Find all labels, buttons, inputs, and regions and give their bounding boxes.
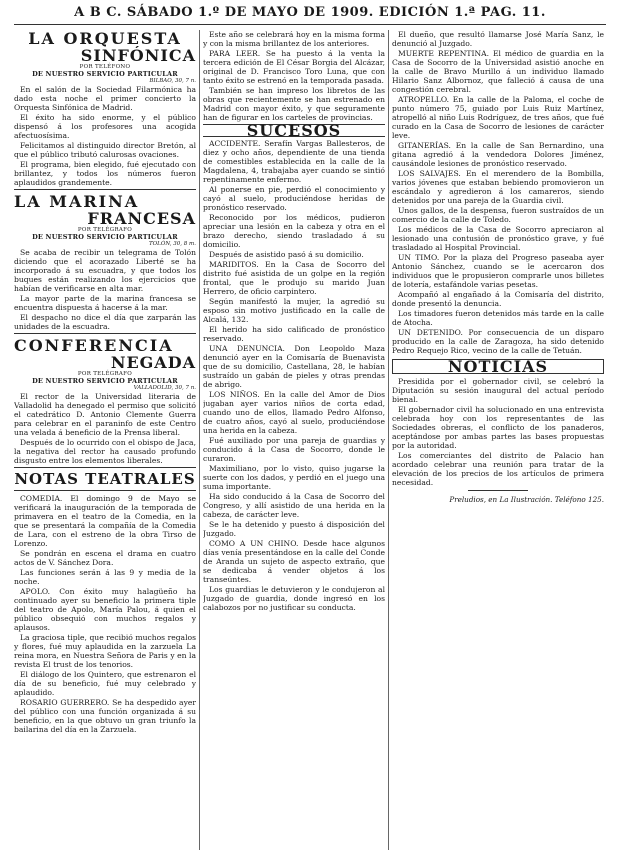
section-rule — [14, 189, 196, 190]
col2-paragraph: Este año se celebrará hoy en la misma forma y con la misma brillantez de los anteriores. — [203, 30, 385, 48]
page-header: A B C. SÁBADO 1.º DE MAYO DE 1909. EDICIÓN 1.ª PAG. 11. — [74, 5, 546, 20]
noticias-paragraph: Los comerciantes del distrito de Palacio han acordado celebrar una reunión para tratar de la elevación de los precios de los artículos de primera necesidad. — [392, 451, 604, 487]
col2-paragraph: Maximiliano, por lo visto, quiso jugarse la suerte con los dados, y perdió en el juego una suma importante. — [203, 464, 385, 491]
col2-paragraph: También se han impreso los libretos de las obras que recientemente se han estrenado en Madrid con mayor éxito, y que seguramente han de figurar en los carteles de provincias. — [203, 86, 385, 122]
accidente-item: ACCIDENTE. Serafín Vargas Ballesteros, de diez y ocho años, dependiente de una tienda de comestibles establecida en la calle de la Magdalena, 4, trabajaba ayer cuando se sintió repentinamente enfermo. — [203, 139, 385, 184]
marina-paragraph: La mayor parte de la marina francesa se encuentra dispuesta á hacerse á la mar. — [14, 294, 196, 312]
ninos-item: LOS NIÑOS. En la calle del Amor de Dios jugaban ayer varios niños de corta edad, cuando uno de ellos, llamado Pedro Alfonso, de cuatro años, cayó al suelo, produciéndose una herida en la cabeza. — [203, 390, 385, 435]
conferencia-source: POR TELÉGRAFO — [77, 371, 133, 377]
col2-paragraph: Según manifestó la mujer, la agredió su esposo sin motivo justificado en la calle de Alcalá, 132. — [203, 297, 385, 324]
col2-paragraph: Se le ha detenido y puesto á disposición del Juzgado. — [203, 520, 385, 538]
orquesta-source: POR TELÉFONO — [79, 64, 131, 70]
notas-paragraph: La graciosa tiple, que recibió muchos regalos y flores, fué muy aplaudida en la zarzuela La reina mora, en Nuestra Señora de Paris y en la revista El trust de los tenorios. — [14, 633, 196, 669]
col3-paragraph: El dueño, que resultó llamarse José María Sanz, le denunció al Juzgado. — [392, 30, 604, 48]
col2-paragraph: Los guardias le detuvieron y le condujeron al Juzgado de guardia, donde ingresó en los calabozos por no justificar su conducta. — [203, 585, 385, 612]
noticias-title: NOTICIAS — [392, 359, 604, 374]
header-rule — [14, 24, 606, 25]
conferencia-dateline: VALLADOLID, 30, 7 n. — [133, 385, 196, 391]
section-rule — [14, 333, 196, 334]
notas-rosario: ROSARIO GUERRERO. Se ha despedido ayer del público con una función organizada á su beneficio, en la que obtuvo un gran triunfo la bailarina del día en la Zarzuela. — [14, 698, 196, 734]
orquesta-paragraph: El éxito ha sido enorme, y el público dispensó á los profesores una acogida afectuosísima. — [14, 113, 196, 140]
col2-paragraph: Ha sido conducido á la Casa de Socorro del Congreso, y allí asistido de una herida en la cabeza, de carácter leve. — [203, 492, 385, 519]
notas-apolo: APOLO. Con éxito muy halagüeño ha continuado ayer su beneficio la primera tiple del teatro de Apolo, María Palou, á quien el público obsequió con muchos regalos y aplausos. — [14, 587, 196, 632]
notas-paragraph: COMEDIA. El domingo 9 de Mayo se verificará la inauguración de la temporada de primavera en el teatro de la Comedia, en la que se presentará la compañía de la Comedia de Lara, con el estreno de la obra Tirso de Lorenzo. — [14, 494, 196, 548]
orquesta-dateline: BILBAO, 30, 7 n. — [149, 78, 196, 84]
orquesta-subtitle: SINFÓNICA — [80, 46, 196, 65]
gitanerias-item: GITANERÍAS. En la calle de San Bernardino, una gitana agredió á la vendedora Dolores Jiménez, causándole lesiones de pronóstico reservado. — [392, 141, 604, 168]
salvajes-item: LOS SALVAJES. En el merendero de la Bombilla, varios jóvenes que estaban bebiendo promovieron un escándalo y agredieron á los camareros, siendo detenidos por una pareja de la Guardia civil. — [392, 169, 604, 205]
conferencia-title: CONFERENCIA — [14, 336, 174, 355]
muerte-item: MUERTE REPENTINA. El médico de guardia en la Casa de Socorro de la Universidad asistió anoche en la calle de Bravo Murillo á un individuo llamado Hilario Sanz Albornoz, que falleció á causa de una congestión cerebral. — [392, 49, 604, 94]
column-1 — [14, 30, 196, 850]
notas-paragraph: Las funciones serán á las 9 y media de la noche. — [14, 568, 196, 586]
notas-title: NOTAS TEATRALES — [14, 470, 196, 488]
conferencia-paragraph: Después de lo ocurrido con el obispo de Jaca, la negativa del rector ha causado profundo disgusto entre los elementos liberales. — [14, 438, 196, 465]
sucesos-title: SUCESOS — [203, 124, 385, 137]
orquesta-paragraph: En el salón de la Sociedad Filarmónica ha dado esta noche el primer concierto la Orquesta Sinfónica de Madrid. — [14, 85, 196, 112]
orquesta-service: DE NUESTRO SERVICIO PARTICULAR — [32, 70, 178, 78]
timo-item: UN TIMO. Por la plaza del Progreso paseaba ayer Antonio Sánchez, cuando se le acercaron dos individuos que le propusieron comprarle unos billetes de lotería, estafándole varias pesetas. — [392, 253, 604, 289]
col2-paragraph: Fué auxiliado por una pareja de guardias y conducido á la Casa de Socorro, donde le curaron. — [203, 436, 385, 463]
para-leer: PARA LEER. Se ha puesto á la venta la tercera edición de El César Borgia del Alcázar, original de D. Francisco Toro Luna, que con tanto éxito se estrenó en la temporada pasada. — [203, 49, 385, 85]
marina-service: DE NUESTRO SERVICIO PARTICULAR — [32, 233, 178, 241]
notas-paragraph: El diálogo de los Quintero, que estrenaron el día de su beneficio, fué muy celebrado y aplaudido. — [14, 670, 196, 697]
marina-paragraph: Se acaba de recibir un telegrama de Tolón diciendo que el acorazado Liberté se ha incorporado á su escuadra, y que todos los buques están realizando los ejercicios que habían de verificarse en alta mar. — [14, 248, 196, 293]
marina-title: LA MARINA — [14, 192, 140, 211]
column-divider — [199, 30, 200, 850]
column-2 — [203, 30, 385, 850]
col2-paragraph: Después de asistido pasó á su domicilio. — [209, 250, 364, 259]
column-divider — [388, 30, 389, 850]
noticias-paragraph: El gobernador civil ha solucionado en una entrevista celebrada hoy con los representantes de las Sociedades obreras, el conflicto de los panaderos, aceptándose por ambas partes las bases propuestas por la autoridad. — [392, 405, 604, 450]
conferencia-paragraph: El rector de la Universidad literaria de Valladolid ha denegado el permiso que solicitó el catedrático D. Antonio Clemente Guerra para celebrar en el paraninfo de este Centro una velada á beneficio de la Prensa liberal. — [14, 392, 196, 437]
col3-paragraph: Unos gallos, de la despensa, fueron sustraídos de un comercio de la calle de Toledo. — [392, 206, 604, 224]
footer-note: Preludios, en La Ilustración. Teléfono 125. — [449, 495, 604, 504]
section-rule — [14, 467, 196, 468]
orquesta-paragraph: El programa, bien elegido, fué ejecutado con brillantez, y todos los números fueron aplaudidos grandemente. — [14, 160, 196, 187]
denuncia-item: UNA DENUNCIA. Don Leopoldo Maza denunció ayer en la Comisaría de Buenavista que de su domicilio, Castellana, 28, le habían sustraído un gabán de pieles y otras prendas de abrigo. — [203, 344, 385, 389]
marina-subtitle: FRANCESA — [87, 209, 196, 228]
col2-paragraph: Al ponerse en pie, perdió el conocimiento y cayó al suelo, produciéndose heridas de pronóstico reservado. — [203, 185, 385, 212]
column-3 — [392, 30, 604, 850]
conferencia-service: DE NUESTRO SERVICIO PARTICULAR — [32, 377, 178, 385]
marina-paragraph: El despacho no dice el día que zarparán las unidades de la escuadra. — [14, 313, 196, 331]
noticias-paragraph: Presidida por el gobernador civil, se celebró la Diputación su sesión inaugural del actual período bienal. — [392, 377, 604, 404]
col3-paragraph: Los timadores fueron detenidos más tarde en la calle de Atocha. — [392, 309, 604, 327]
col3-paragraph: Los médicos de la Casa de Socorro apreciaron al lesionado una contusión de pronóstico grave, y fué trasladado al Hospital Provincial. — [392, 225, 604, 252]
col3-paragraph: Acompañó al engañado á la Comisaría del distrito, donde presentó la denuncia. — [392, 290, 604, 308]
mariditos-item: MARIDITOS. En la Casa de Socorro del distrito fué asistida de un golpe en la región frontal, que le produjo su marido Juan Herrero, de oficio carpintero. — [203, 260, 385, 296]
col2-paragraph: El herido ha sido calificado de pronóstico reservado. — [203, 325, 385, 343]
notas-paragraph: Se pondrán en escena el drama en cuatro actos de V. Sánchez Dora. — [14, 549, 196, 567]
atropello-item: ATROPELLO. En la calle de la Paloma, el coche de punto número 75, guiado por Luis Ruiz Martínez, atropelló al niño Luis Rodríguez, de tres años, que fué curado en la Casa de Socorro de lesiones de carácter leve. — [392, 95, 604, 140]
detenido-item: UN DETENIDO. Por consecuencia de un disparo producido en la calle de Zaragoza, ha sido detenido Pedro Requejo Rico, vecino de la calle de Tetuán. — [392, 328, 604, 355]
orquesta-paragraph: Felicitamos al distinguido director Bretón, al que el público tributó calurosas ovaciones. — [14, 141, 196, 159]
marina-dateline: TOLÓN, 30, 8 m. — [148, 241, 196, 247]
conferencia-subtitle: NEGADA — [110, 353, 196, 372]
col2-paragraph: Reconocido por los médicos, pudieron apreciar una lesión en la cabeza y otra en el brazo derecho, siendo trasladado á su domicilio. — [203, 213, 385, 249]
section-rule — [14, 490, 196, 491]
chino-item: COMO A UN CHINO. Desde hace algunos días venía presentándose en la calle del Conde de Aranda un sujeto de aspecto extraño, que se dedicaba á vender objetos á los transeúntes. — [203, 539, 385, 584]
section-rule — [468, 490, 528, 491]
orquesta-title: LA ORQUESTA — [28, 30, 182, 48]
marina-source: POR TELÉGRAFO — [77, 227, 133, 233]
